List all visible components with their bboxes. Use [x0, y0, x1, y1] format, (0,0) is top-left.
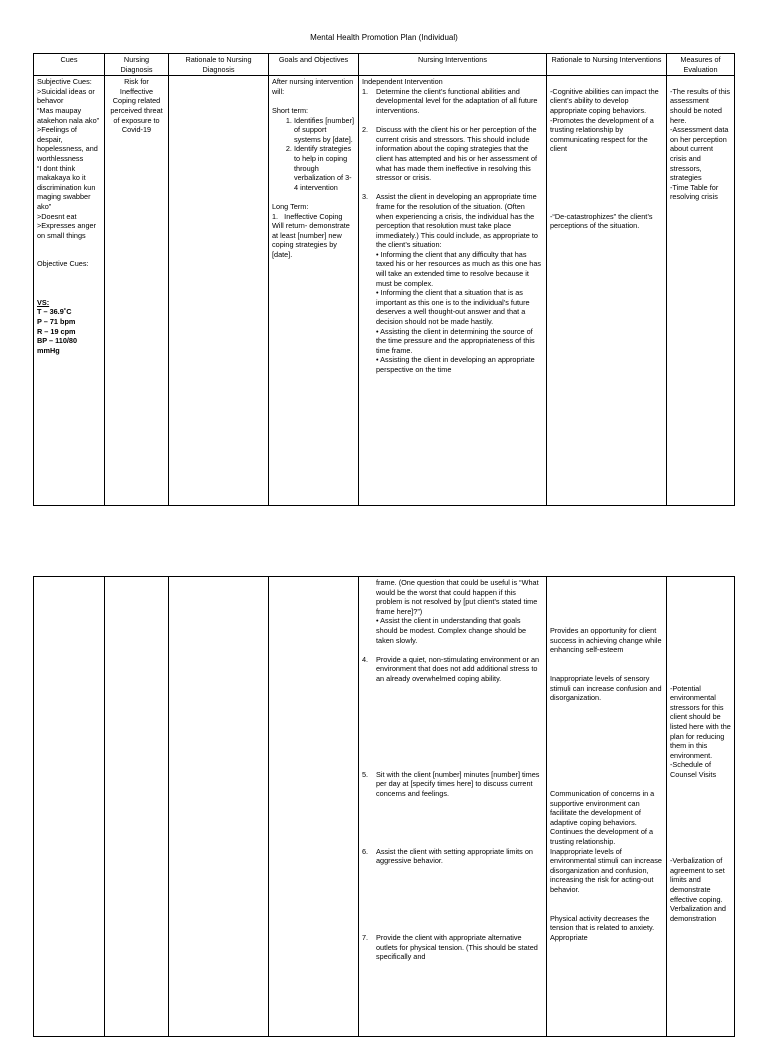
diagnosis-cell: Risk for Ineffective Coping related perceived threat of exposure to Covid-19	[105, 76, 169, 506]
rationale-item: -“De-catastrophizes” the client’s perceptions of the situation.	[550, 211, 655, 231]
intervention-item: 6. Assist the client with setting appropriate limits on aggressive behavior.	[362, 846, 533, 866]
cues-cell	[34, 76, 105, 506]
plan-row-continued	[34, 577, 735, 1037]
evaluation-item: -The results of this assessment should be noted here. -Assessment data on her perception about current crisis and stressors, strategies -Time Table for resolving crisis	[670, 86, 731, 202]
interventions-cell	[359, 76, 547, 506]
vital-respiration: R – 19 cpm	[37, 326, 76, 336]
rationale-interventions-cell	[547, 76, 667, 506]
diagnosis-cell	[105, 577, 169, 1037]
short-term-label: Short term:	[272, 105, 309, 115]
rationale-item: -Cognitive abilities can impact the client’s ability to develop appropriate coping behaviors. -Promotes the development of a trusting relationship by communicating respect for the client	[550, 86, 659, 154]
page-title: Mental Health Promotion Plan (Individual)	[310, 33, 458, 42]
cues-cell	[34, 577, 105, 1037]
rationale-diagnosis-cell	[169, 76, 269, 506]
long-term-goal: 1. Ineffective Coping Will return- demonstrate at least [number] new coping strategies by [date].	[272, 211, 352, 259]
evaluation-item: -Potential environmental stressors for this client should be listed here with the plan for reducing them in this environment. -Schedule of Counsel Visits	[670, 683, 731, 779]
vital-signs-label: VS:	[37, 297, 50, 307]
intervention-item: 4. Provide a quiet, non-stimulating environment or an environment that does not add additional stress to an already overwhelmed coping ability.	[362, 654, 540, 683]
evaluation-item: -Verbalization of agreement to set limits and demonstrate effective coping.	[670, 856, 725, 904]
vital-temperature: T – 36.9˚C	[37, 307, 72, 317]
plan-table-page-1	[33, 53, 735, 506]
intervention-item: 3. Assist the client in developing an appropriate time frame for the resolution of the situation. (Often when experiencing a crisis, the individual has the perception that resolution must take place immediately.) This could include, as appropriate to the client’s situation:	[362, 192, 538, 250]
vital-blood-pressure: BP – 110/80 mmHg	[37, 336, 78, 355]
plan-table-page-2	[33, 576, 735, 1037]
intervention-item: 7. Provide the client with appropriate alternative outlets for physical tension. (This should be stated specifically and	[362, 932, 538, 962]
header-interventions: Nursing Interventions	[359, 54, 547, 76]
header-cues: Cues	[34, 54, 105, 76]
evaluation-cell	[667, 76, 735, 506]
short-term-goal: 1. Identifies [number] of support systems by [date].	[294, 116, 355, 145]
rationale-diagnosis-cell	[169, 577, 269, 1037]
interventions-cell	[359, 577, 547, 1037]
intervention-bullet: • Assisting the client in determining the source of the time pressure and the appropriateness of this time frame.	[376, 326, 535, 355]
subjective-cues: Subjective Cues: >Suicidal ideas or behavor “Mas maupay atakehon nala ako” >Feelings of despair, hopelessness, and worthlessness “I dont think makakaya ko it discrimination kun maging swabber ako” >Doesnt eat >Expresses anger on small things	[37, 77, 100, 240]
evaluation-cell	[667, 577, 735, 1037]
plan-row	[34, 76, 735, 506]
long-term-label: Long Term:	[272, 201, 309, 211]
vital-pulse: P – 71 bpm	[37, 317, 76, 327]
intervention-bullet: • Assisting the client in developing an appropriate perspective on the time	[376, 355, 535, 374]
rationale-item: Communication of concerns in a supportive environment can facilitate the development of adaptive coping behaviors. Continues the development of a trusting relationship.	[550, 789, 655, 847]
header-diagnosis: Nursing Diagnosis	[105, 54, 169, 76]
intervention-item: 5. Sit with the client [number] minutes [number] times per day at [specify times here] to discuss current concerns and feelings.	[362, 769, 540, 799]
header-evaluation: Measures of Evaluation	[667, 54, 735, 76]
rationale-interventions-cell	[547, 577, 667, 1037]
header-rationale-diagnosis: Rationale to Nursing Diagnosis	[169, 54, 269, 76]
short-term-goals	[272, 116, 355, 193]
intervention-continued: frame. (One question that could be useful is “What would be the worst that could happen if this problem is not resolved by [put client’s stated time frame here]?”) • Assist the client in understanding that goals should be modest. Complex change should be taken slowly.	[376, 578, 539, 645]
goals-cell	[269, 76, 359, 506]
objective-cues: Objective Cues:	[37, 259, 89, 269]
intervention-bullet: • Informing the client that a situation that is as important as this one is to the individual’s future deserves a well thought-out answer and that a decision should not be made hastily.	[376, 288, 530, 327]
header-goals: Goals and Objectives	[269, 54, 359, 76]
header-row	[34, 54, 735, 76]
rationale-item: Inappropriate levels of environmental stimuli can increase disorganization and confusion, increasing the risk for acting-out behavior.	[550, 846, 662, 894]
header-rationale-interventions: Rationale to Nursing Interventions	[547, 54, 667, 76]
goals-cell	[269, 577, 359, 1037]
rationale-item: Provides an opportunity for client success in achieving change while enhancing self-esteem	[550, 625, 662, 655]
short-term-goal: 2. Identify strategies to help in coping through verbalization of 3-4 intervention	[294, 144, 355, 192]
intervention-bullet: • Informing the client that any difficulty that has taxed his or her resources as much as this one has will take an extended time to resolve because it must be complex.	[376, 249, 542, 288]
rationale-item: Physical activity decreases the tension that is related to anxiety. Appropriate	[550, 913, 655, 942]
interventions-heading: Independent Intervention	[362, 77, 443, 87]
evaluation-item: Verbalization and demonstration	[670, 904, 726, 923]
intervention-item: 1. Determine the client’s functional abilities and developmental level for the adaptation of all future interventions.	[362, 86, 538, 115]
rationale-item: Inappropriate levels of sensory stimuli can increase confusion and disorganization.	[550, 673, 662, 703]
intervention-item: 2. Discuss with the client his or her perception of the current crisis and stressors. This should include information about the coping strategies that the client has attempted and his or her assessment of what has made them ineffective in resolving this stressor or crisis.	[362, 125, 538, 183]
goals-intro: After nursing intervention will:	[272, 77, 354, 96]
